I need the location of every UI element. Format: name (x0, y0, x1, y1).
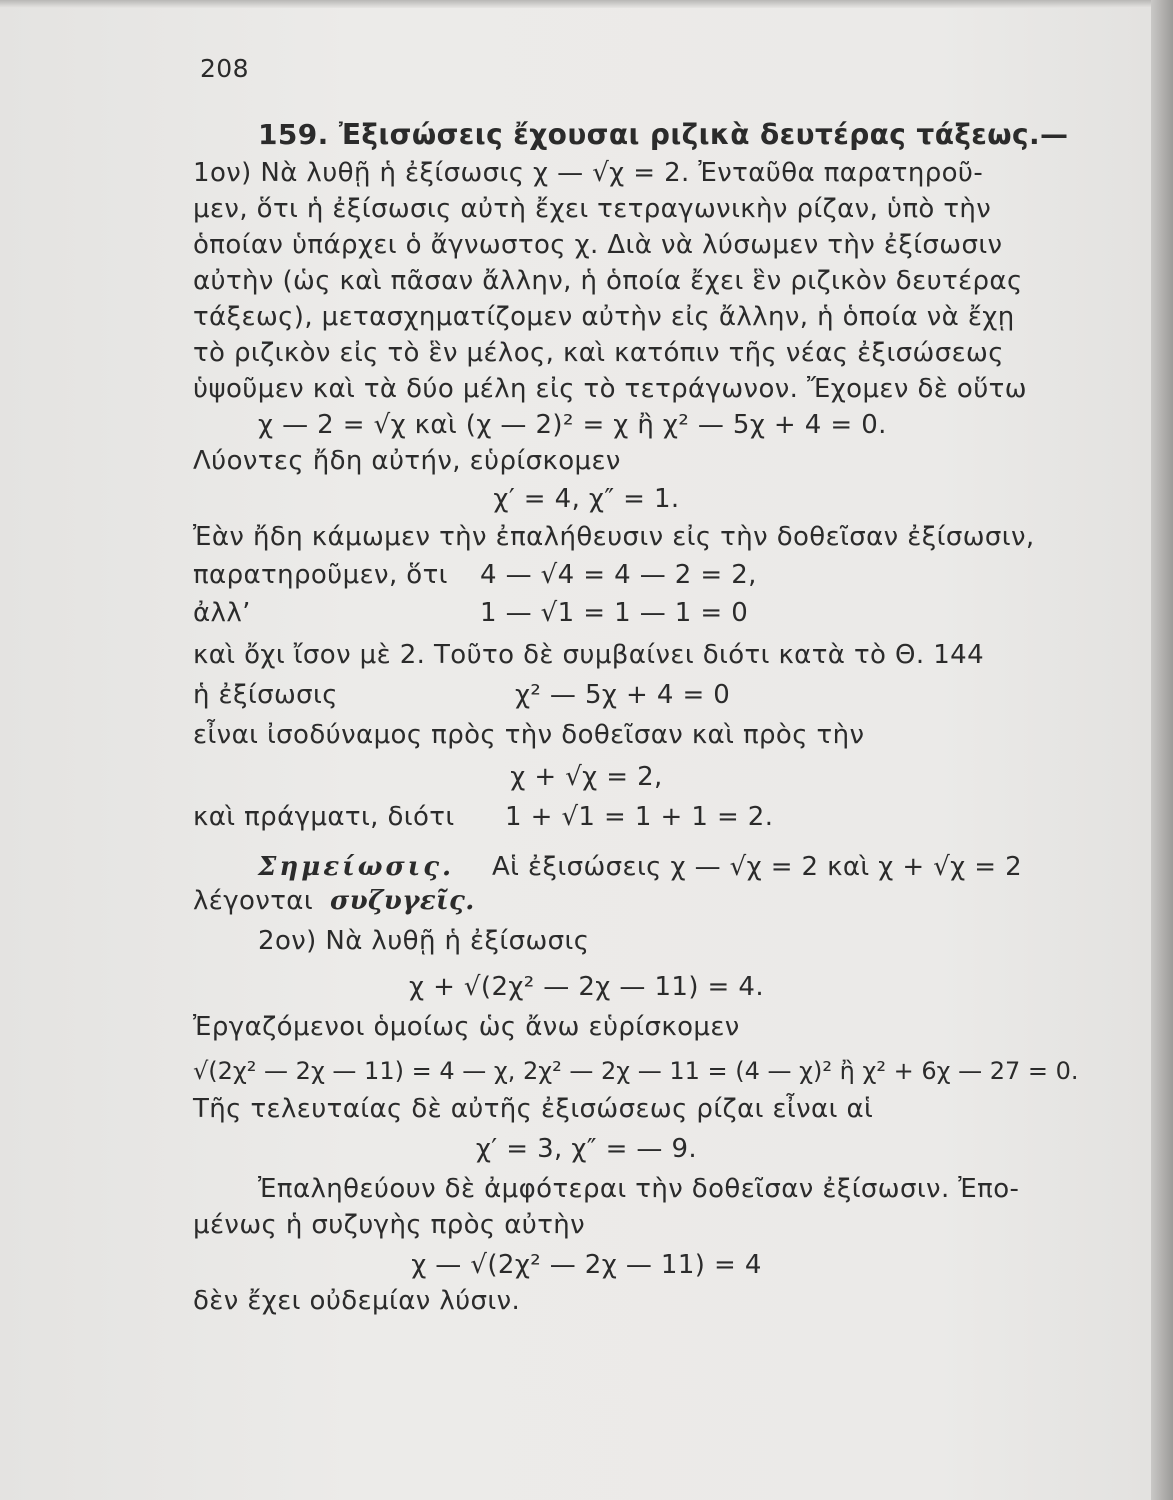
text-line: ἀλλ’ (193, 598, 251, 628)
text-line: ὑψοῦμεν καὶ τὰ δύο μέλη εἰς τὸ τετράγωνον. Ἔχομεν δὲ οὕτω (193, 374, 1027, 404)
text-line: μένως ἡ συζυγὴς πρὸς αὐτὴν (193, 1210, 586, 1240)
text-line: Ἐπαληθεύουν δὲ ἀμφότεραι τὴν δοθεῖσαν ἐξίσωσιν. Ἐπο- (258, 1174, 1020, 1204)
text-line: ἡ ἐξίσωσις (193, 680, 338, 710)
page-number: 208 (200, 54, 249, 83)
equation-line: 4 — √4 = 4 — 2 = 2, (480, 560, 757, 590)
equation-line: χ — √(2χ² — 2χ — 11) = 4 (411, 1250, 762, 1280)
equation-line: χ² — 5χ + 4 = 0 (515, 680, 731, 710)
emphasis-term: συζυγεῖς. (330, 886, 475, 916)
text-line: μεν, ὅτι ἡ ἐξίσωσις αὐτὴ ἔχει τετραγωνικὴν ρίζαν, ὑπὸ τὴν (193, 194, 992, 224)
equation-line: χ + √(2χ² — 2χ — 11) = 4. (409, 972, 764, 1002)
equation-line: χ′ = 4, χ″ = 1. (493, 484, 680, 514)
text-line: καὶ πράγματι, διότι (193, 802, 455, 832)
equation-line: 1 — √1 = 1 — 1 = 0 (480, 598, 749, 628)
text-line: Τῆς τελευταίας δὲ αὐτῆς ἐξισώσεως ρίζαι εἶναι αἱ (193, 1094, 874, 1124)
text-line: Αἱ ἐξισώσεις χ — √χ = 2 καὶ χ + √χ = 2 (492, 852, 1023, 882)
text-line: δὲν ἔχει οὐδεμίαν λύσιν. (193, 1286, 521, 1316)
text-line: εἶναι ἰσοδύναμος πρὸς τὴν δοθεῖσαν καὶ πρὸς τὴν (193, 720, 865, 750)
equation-line: χ — 2 = √χ καὶ (χ — 2)² = χ ἢ χ² — 5χ + 4 = 0. (258, 410, 887, 440)
equation-line: χ + √χ = 2, (510, 762, 663, 792)
text-line: αὐτὴν (ὡς καὶ πᾶσαν ἄλλην, ἡ ὁποία ἔχει ἓν ριζικὸν δευτέρας (193, 266, 1023, 296)
equation-line: √(2χ² — 2χ — 11) = 4 — χ, 2χ² — 2χ — 11 = (4 — χ)² ἢ χ² + 6χ — 27 = 0. (193, 1057, 1079, 1085)
section-title: 159. Ἐξισώσεις ἔχουσαι ριζικὰ δευτέρας τάξεως.— (258, 118, 1069, 151)
equation-line: 1 + √1 = 1 + 1 = 2. (505, 802, 774, 832)
note-heading: Σημείωσις. (258, 852, 455, 882)
text-line: τάξεως), μετασχηματίζομεν αὐτὴν εἰς ἄλλην, ἡ ὁποία νὰ ἔχῃ (193, 302, 1015, 332)
text-line: Ἐὰν ἤδη κάμωμεν τὴν ἐπαλήθευσιν εἰς τὴν δοθεῖσαν ἐξίσωσιν, (193, 522, 1035, 552)
text-line: Ἐργαζόμενοι ὁμοίως ὡς ἄνω εὑρίσκομεν (193, 1012, 740, 1042)
text-line: 2ον) Νὰ λυθῇ ἡ ἐξίσωσις (258, 926, 590, 956)
text-line: ὁποίαν ὑπάρχει ὁ ἄγνωστος χ. Διὰ νὰ λύσωμεν τὴν ἐξίσωσιν (193, 230, 1003, 260)
text-line: Λύοντες ἤδη αὐτήν, εὑρίσκομεν (193, 446, 621, 476)
text-line: παρατηροῦμεν, ὅτι (193, 560, 448, 590)
text-line: λέγονται (193, 886, 314, 916)
equation-line: χ′ = 3, χ″ = — 9. (475, 1134, 698, 1164)
text-line: τὸ ριζικὸν εἰς τὸ ἓν μέλος, καὶ κατόπιν τῆς νέας ἐξισώσεως (193, 338, 1004, 368)
text-line: καὶ ὄχι ἴσον μὲ 2. Τοῦτο δὲ συμβαίνει διότι κατὰ τὸ Θ. 144 (193, 640, 985, 670)
text-line: 1ον) Νὰ λυθῇ ἡ ἐξίσωσις χ — √χ = 2. Ἐνταῦθα παρατηροῦ- (193, 158, 984, 188)
page-top-edge (0, 0, 1173, 8)
